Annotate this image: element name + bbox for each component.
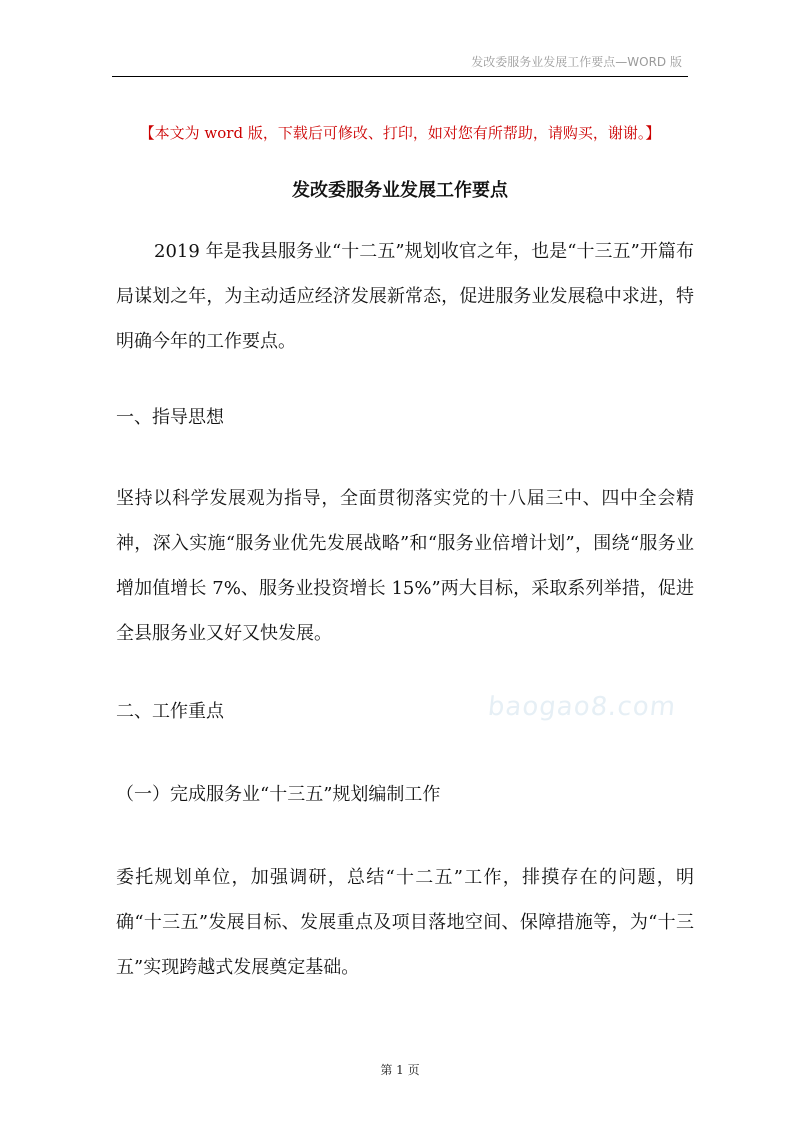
page-number: 第 1 页 bbox=[380, 1063, 420, 1077]
subsection-paragraph-planning: 委托规划单位，加强调研，总结“十二五”工作，排摸存在的问题，明确“十三五”发展目标、发展重点及项目落地空间、保障措施等，为“十三五”实现跨越式发展奠定基础。 bbox=[116, 867, 694, 978]
running-header: 发改委服务业发展工作要点—WORD 版 bbox=[471, 55, 682, 69]
section-heading-work-focus: 二、工作重点 bbox=[116, 701, 224, 722]
intro-paragraph: 2019 年是我县服务业“十二五”规划收官之年，也是“十三五”开篇布局谋划之年，为主动适应经济发展新常态，促进服务业发展稳中求进，特明确今年的工作要点。 bbox=[116, 241, 694, 352]
watermark: baogao8.com bbox=[486, 692, 678, 722]
subsection-heading-planning: （一）完成服务业“十三五”规划编制工作 bbox=[116, 784, 441, 805]
download-notice: 【本文为 word 版，下载后可修改、打印，如对您有所帮助，请购买，谢谢。】 bbox=[139, 124, 661, 142]
header-divider bbox=[112, 76, 688, 77]
section-paragraph-guiding-ideology: 坚持以科学发展观为指导，全面贯彻落实党的十八届三中、四中全会精神，深入实施“服务业优先发展战略”和“服务业倍增计划”，围绕“服务业增加值增长 7%、服务业投资增长 15%”两大目标，采取系列举措，促进全县服务业又好又快发展。 bbox=[116, 488, 694, 644]
section-heading-guiding-ideology: 一、指导思想 bbox=[116, 407, 224, 428]
document-title: 发改委服务业发展工作要点 bbox=[292, 180, 508, 201]
